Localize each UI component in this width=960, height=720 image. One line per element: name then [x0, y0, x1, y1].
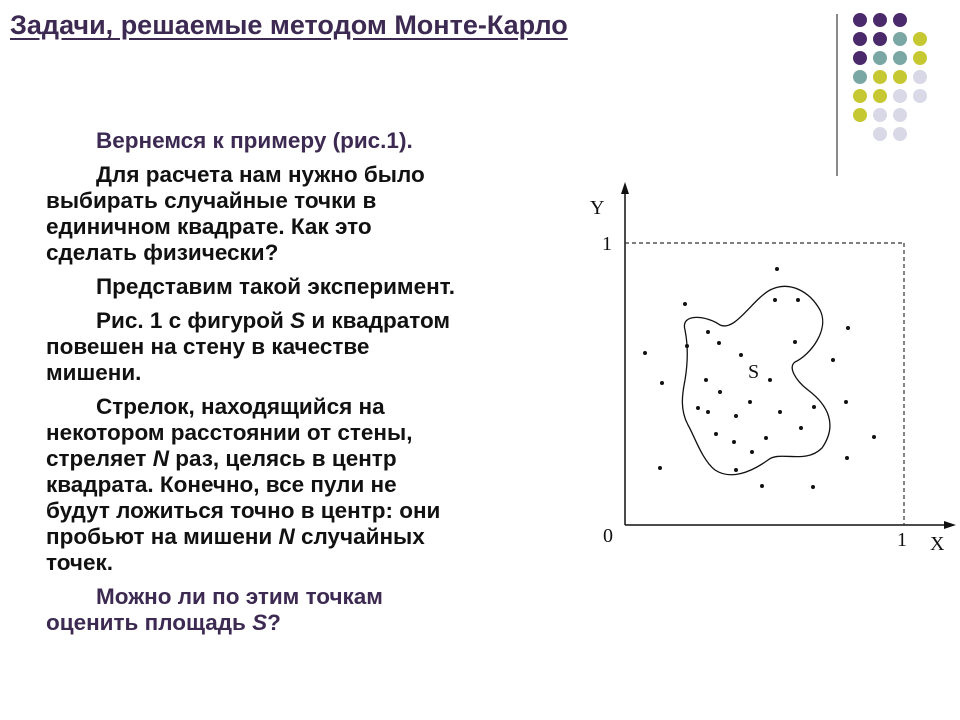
paragraph-3: Представим такой эксперимент.	[96, 274, 455, 299]
point	[872, 435, 876, 439]
decor-dot	[893, 70, 907, 84]
paragraph-5: Стрелок, находящийся на некотором расстоянии от стены, стреляет N раз, целясь в центр квадрата. Конечно, все пули не будут ложиться точно в центр: они пробьют на мишени N случайных точек.	[46, 394, 441, 575]
decor-dot	[853, 51, 867, 65]
point	[706, 330, 710, 334]
decor-dot	[853, 13, 867, 27]
decor-dot	[893, 127, 907, 141]
decor-dot	[873, 13, 887, 27]
random-points	[643, 267, 876, 489]
paragraph-4: Рис. 1 с фигурой S и квадратом повешен на стену в качестве мишени.	[46, 308, 451, 385]
point	[799, 426, 803, 430]
point	[831, 358, 835, 362]
point	[844, 400, 848, 404]
point	[643, 351, 647, 355]
y-axis-label: Y	[590, 197, 605, 219]
point	[778, 410, 782, 414]
point	[660, 381, 664, 385]
decor-dot	[913, 89, 927, 103]
point	[750, 450, 754, 454]
decor-dot	[873, 70, 887, 84]
point	[685, 344, 689, 348]
y-axis-arrow	[621, 182, 629, 194]
decorative-dot-grid	[845, 8, 955, 158]
point	[764, 436, 768, 440]
y-tick-label: 1	[602, 233, 612, 255]
shape-s-label: S	[748, 361, 760, 383]
point	[748, 400, 752, 404]
point	[739, 353, 743, 357]
decor-dot	[873, 108, 887, 122]
point	[658, 466, 662, 470]
monte-carlo-figure	[590, 180, 960, 560]
decor-dot	[893, 51, 907, 65]
decor-dot	[893, 32, 907, 46]
decor-dot	[913, 51, 927, 65]
decor-dot	[853, 70, 867, 84]
paragraph-6: Можно ли по этим точкам оценить площадь S?	[46, 584, 383, 635]
decor-dot	[913, 32, 927, 46]
point	[796, 298, 800, 302]
x-tick-label: 1	[897, 529, 907, 551]
point	[845, 456, 849, 460]
paragraph-2: Для расчета нам нужно было выбирать случайные точки в единичном квадрате. Как это сделать физически?	[46, 162, 425, 265]
point	[717, 341, 721, 345]
origin-label: 0	[603, 525, 613, 547]
point	[734, 468, 738, 472]
point	[760, 484, 764, 488]
point	[811, 485, 815, 489]
decor-dot	[873, 89, 887, 103]
slide-title: Задачи, решаемые методом Монте-Карло	[10, 10, 568, 40]
point	[696, 406, 700, 410]
point	[706, 410, 710, 414]
decor-dot	[913, 70, 927, 84]
decor-dot	[853, 32, 867, 46]
point	[718, 390, 722, 394]
paragraph-1: Вернемся к примеру (рис.1).	[96, 128, 413, 153]
point	[734, 414, 738, 418]
point	[683, 302, 687, 306]
decor-dot	[873, 32, 887, 46]
x-axis-label: X	[930, 533, 945, 555]
decor-dot	[873, 51, 887, 65]
decor-dot	[893, 13, 907, 27]
point	[732, 440, 736, 444]
point	[812, 405, 816, 409]
decor-dot	[853, 108, 867, 122]
decor-dot	[873, 127, 887, 141]
decor-dot	[893, 108, 907, 122]
point	[793, 340, 797, 344]
point	[773, 298, 777, 302]
decor-dot	[893, 89, 907, 103]
point	[768, 378, 772, 382]
divider-line	[836, 14, 838, 176]
point	[714, 432, 718, 436]
x-axis-arrow	[944, 521, 956, 529]
slide-body	[46, 128, 546, 644]
point	[704, 378, 708, 382]
decor-dot	[853, 89, 867, 103]
point	[775, 267, 779, 271]
point	[846, 326, 850, 330]
